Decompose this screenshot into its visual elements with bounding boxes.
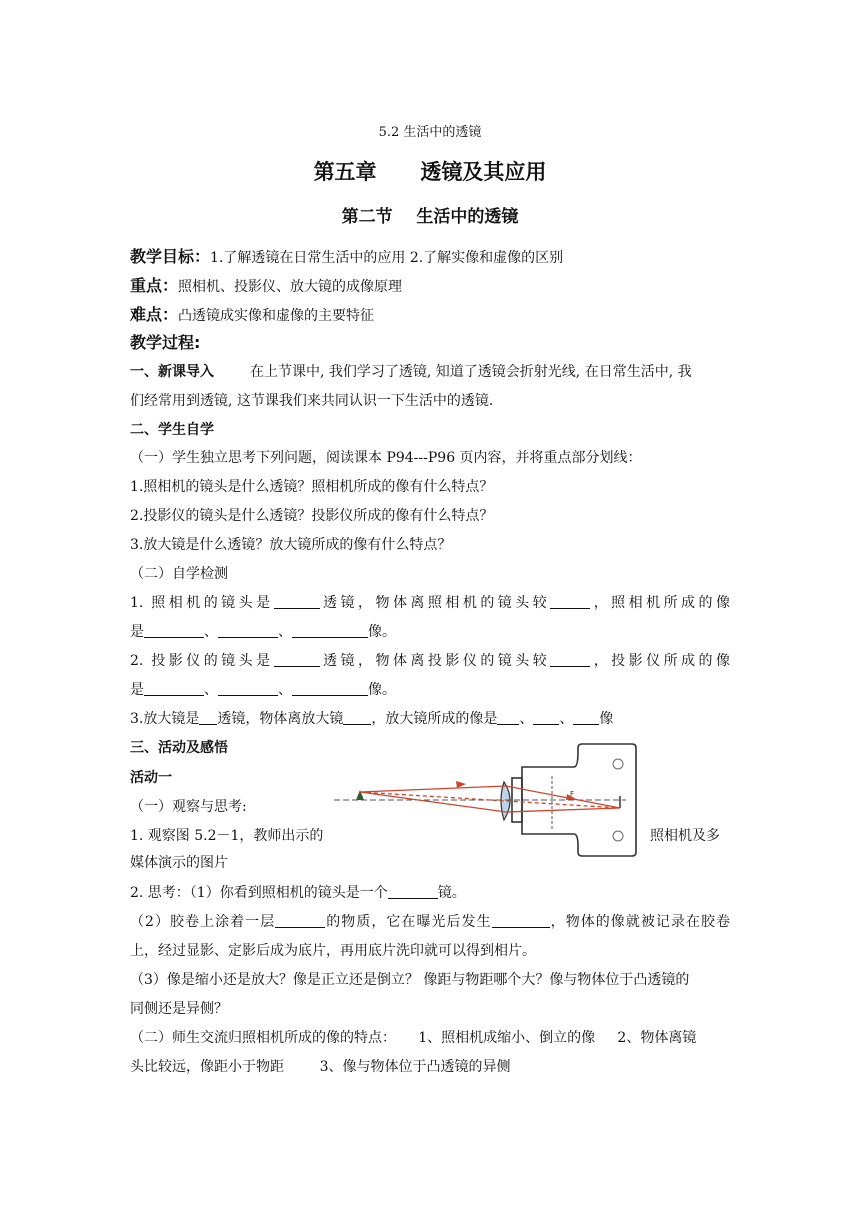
difficult-label: 难点： [130, 305, 179, 324]
difficult-text: 凸透镜成实像和虚像的主要特征 [178, 308, 375, 324]
film-text-c: ，物体的像就被记录在胶卷 [549, 914, 731, 930]
check-1-text-f: 、 [278, 624, 292, 640]
key-point [130, 273, 402, 296]
check-2-text-c: ，投影仪所成的像 [590, 653, 731, 669]
section-title: 第二节 生活中的透镜 [341, 207, 519, 227]
blank[interactable] [218, 681, 278, 696]
check-1-text-c: ，照相机所成的像 [590, 595, 731, 611]
part3-label: 三、活动及感悟 [130, 740, 228, 756]
check-3-text-b: 透镜，物体离放大镜 [217, 711, 344, 727]
blank[interactable] [275, 913, 325, 928]
part2-label: 二、学生自学 [130, 422, 214, 438]
think-1 [130, 882, 466, 902]
blank[interactable] [199, 710, 217, 725]
part1-line2: 们经常用到透镜, 这节课我们来共同认识一下生活中的透镜. [130, 393, 494, 409]
key-label: 重点： [130, 276, 179, 295]
question-3a: （3）像是缩小还是放大？像是正立还是倒立？ 像距与物距哪个大？像与物体位于凸透镜的 [130, 972, 690, 988]
check-2-line2 [130, 679, 396, 699]
blank[interactable] [497, 710, 519, 725]
check-3 [130, 708, 613, 728]
blank[interactable] [144, 623, 204, 638]
check-1-text-a: 1. 照相机的镜头是 [130, 595, 274, 611]
film-line2: 上，经过显影、定影后成为底片，再用底片洗印就可以得到相片。 [130, 943, 536, 959]
part1-label: 一、新课导入 [130, 364, 214, 380]
camera-diagram [326, 742, 642, 860]
blank[interactable] [274, 594, 320, 609]
part2-sub1: （一）学生独立思考下列问题，阅读课本 P94---P96 页内容，并将重点部分划线： [130, 450, 642, 466]
check-2-line1 [130, 650, 730, 670]
teaching-goals [130, 244, 563, 267]
difficult-point [130, 302, 374, 325]
blank[interactable] [573, 710, 599, 725]
check-1-text-b: 透镜，物体离照相机的镜头较 [319, 595, 551, 611]
think-1-text-b: 镜。 [437, 885, 466, 901]
observe-1-a: 1. 观察图 5.2－1，教师出示的 [130, 828, 324, 844]
question-2: 2.投影仪的镜头是什么透镜？投影仪所成的像有什么特点？ [130, 508, 494, 524]
check-2-text-f: 、 [278, 682, 292, 698]
page-header: 5.2 生活中的透镜 [378, 125, 482, 140]
blank[interactable] [274, 652, 320, 667]
blank[interactable] [533, 710, 559, 725]
check-1-line2 [130, 621, 396, 641]
check-2-text-g: 像。 [368, 682, 396, 698]
question-3: 3.放大镜是什么透镜？放大镜所成的像有什么特点？ [130, 537, 452, 553]
check-1-line1 [130, 592, 730, 612]
check-1-text-e: 、 [204, 624, 218, 640]
check-3-text-d: 、 [519, 711, 534, 727]
part3-sub1: （一）观察与思考: [130, 799, 247, 815]
question-1: 1.照相机的镜头是什么透镜？照相机所成的像有什么特点？ [130, 479, 494, 495]
blank[interactable] [550, 652, 590, 667]
check-3-text-a: 3.放大镜是 [130, 711, 200, 727]
process-label: 教学过程: [130, 333, 201, 352]
chapter-title: 第五章 透镜及其应用 [313, 160, 547, 184]
check-2-text-d: 是 [130, 682, 144, 698]
goals-label: 教学目标： [130, 247, 211, 266]
key-text: 照相机、投影仪、放大镜的成像原理 [178, 279, 403, 295]
part2-sub2: （二）自学检测 [130, 566, 228, 582]
blank[interactable] [144, 681, 204, 696]
blank[interactable] [550, 594, 590, 609]
light-rays [360, 786, 620, 812]
film-text-b: 的物质，它在曝光后发生 [325, 914, 492, 930]
observe-1-b: 照相机及多 [650, 828, 720, 844]
film-line1 [130, 911, 730, 931]
check-2-text-b: 透镜，物体离投影仪的镜头较 [319, 653, 551, 669]
activity-label: 活动一 [130, 770, 172, 786]
blank[interactable] [292, 681, 368, 696]
summary-line1: （二）师生交流归照相机所成的像的特点： 1、照相机成缩小、倒立的像 2、物体离镜 [130, 1030, 697, 1046]
blank[interactable] [492, 913, 550, 928]
check-2-text-e: 、 [204, 682, 218, 698]
check-3-text-c: ，放大镜所成的像是 [371, 711, 498, 727]
part1-line1 [130, 361, 692, 381]
check-1-text-g: 像。 [368, 624, 396, 640]
blank[interactable] [388, 884, 438, 899]
observe-1-c: 媒体演示的图片 [130, 855, 228, 871]
blank[interactable] [218, 623, 278, 638]
blank[interactable] [343, 710, 371, 725]
check-2-text-a: 2. 投影仪的镜头是 [130, 653, 274, 669]
focus-label: F [570, 790, 575, 798]
check-3-text-f: 像 [599, 711, 614, 727]
question-3b: 同侧还是异侧？ [130, 1001, 228, 1017]
summary-line2: 头比较远，像距小于物距 3、像与物体位于凸透镜的异侧 [130, 1059, 511, 1075]
blank[interactable] [292, 623, 368, 638]
goals-text: 1.了解透镜在日常生活中的应用 2.了解实像和虚像的区别 [210, 250, 564, 266]
ray-arrows [456, 781, 576, 800]
think-1-text-a: 2. 思考：（1）你看到照相机的镜头是一个 [130, 885, 388, 901]
film-text-a: （2）胶卷上涂着一层 [130, 914, 276, 930]
check-1-text-d: 是 [130, 624, 144, 640]
check-3-text-e: 、 [559, 711, 574, 727]
part1-text-1: 在上节课中, 我们学习了透镜, 知道了透镜会折射光线, 在日常生活中, 我 [250, 364, 692, 380]
